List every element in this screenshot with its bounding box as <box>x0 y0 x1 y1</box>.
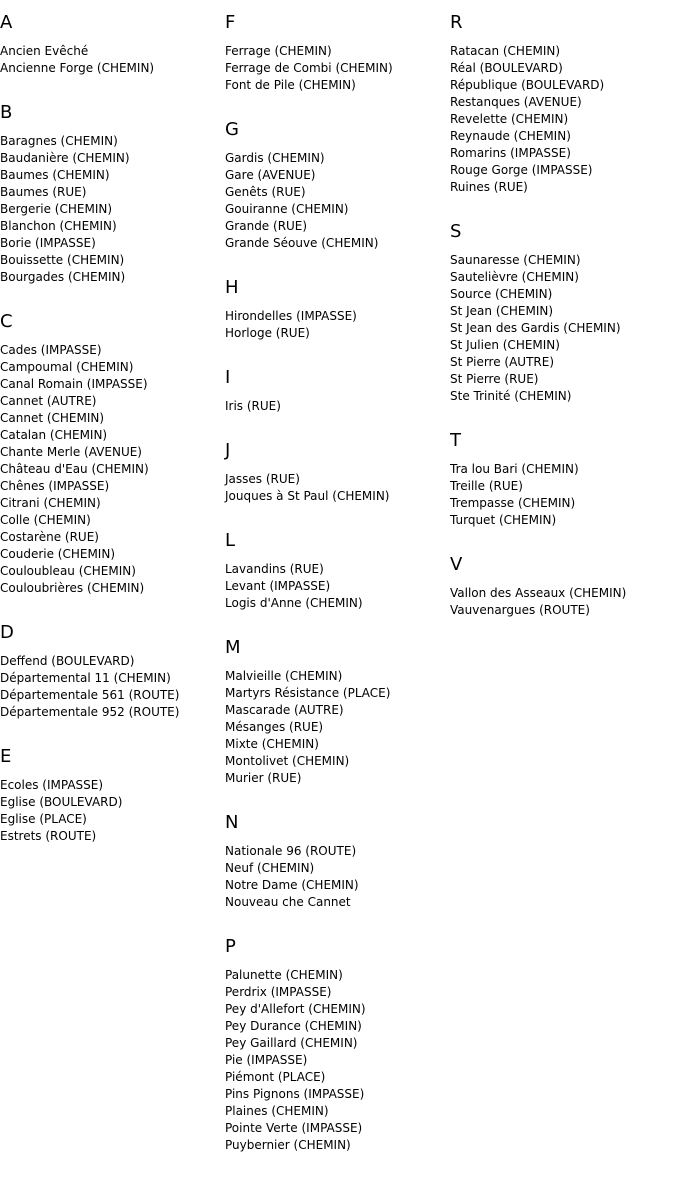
letter-heading: D <box>0 622 14 643</box>
street-name: Chante Merle (AVENUE) <box>0 445 142 459</box>
street-name: Grande Séouve (CHEMIN) <box>225 236 379 250</box>
street-name: Eglise (PLACE) <box>0 812 87 826</box>
letter-group <box>225 635 445 787</box>
street-name: Citrani (CHEMIN) <box>0 496 101 510</box>
street-name: Ruines (RUE) <box>450 180 528 194</box>
street-name: Horloge (RUE) <box>225 326 310 340</box>
street-list <box>225 967 445 1154</box>
street-list <box>450 252 675 405</box>
street-name: Chênes (IMPASSE) <box>0 479 110 493</box>
street-name: Ratacan (CHEMIN) <box>450 44 561 58</box>
letter-heading: H <box>225 277 239 298</box>
street-name: Vauvenargues (ROUTE) <box>450 603 590 617</box>
letter-group <box>225 438 445 505</box>
street-name: Ecoles (IMPASSE) <box>0 778 104 792</box>
letter-heading: I <box>225 367 231 388</box>
street-name: Borie (IMPASSE) <box>0 236 96 250</box>
letter-heading: M <box>225 637 241 658</box>
street-name: Logis d'Anne (CHEMIN) <box>225 596 363 610</box>
letter-group <box>0 309 220 597</box>
street-name: Départemental 11 (CHEMIN) <box>0 671 171 685</box>
street-name: Plaines (CHEMIN) <box>225 1104 329 1118</box>
street-name: Départementale 952 (ROUTE) <box>0 705 180 719</box>
street-name: Cades (IMPASSE) <box>0 343 102 357</box>
letter-heading: P <box>225 936 236 957</box>
street-name: Mascarade (AUTRE) <box>225 703 344 717</box>
street-name: Ferrage (CHEMIN) <box>225 44 332 58</box>
street-list <box>225 843 445 911</box>
street-name: Jouques à St Paul (CHEMIN) <box>225 489 390 503</box>
letter-group <box>0 744 220 845</box>
street-name: Pey Gaillard (CHEMIN) <box>225 1036 358 1050</box>
street-name: Restanques (AVENUE) <box>450 95 582 109</box>
street-name: Puybernier (CHEMIN) <box>225 1138 351 1152</box>
street-name: Vallon des Asseaux (CHEMIN) <box>450 586 627 600</box>
street-index-column-1 <box>0 10 220 868</box>
street-list <box>0 777 220 845</box>
letter-group <box>0 10 220 77</box>
street-name: Treille (RUE) <box>450 479 523 493</box>
street-name: Font de Pile (CHEMIN) <box>225 78 356 92</box>
street-name: Bergerie (CHEMIN) <box>0 202 113 216</box>
letter-heading: S <box>450 221 462 242</box>
street-name: Deffend (BOULEVARD) <box>0 654 135 668</box>
street-name: Costarène (RUE) <box>0 530 99 544</box>
street-list <box>225 471 445 505</box>
street-index-column-2 <box>225 10 445 1177</box>
letter-heading: F <box>225 12 236 33</box>
street-name: Baudanière (CHEMIN) <box>0 151 130 165</box>
letter-group <box>225 810 445 911</box>
street-name: Estrets (ROUTE) <box>0 829 97 843</box>
street-name: Pey d'Allefort (CHEMIN) <box>225 1002 366 1016</box>
letter-heading: B <box>0 102 13 123</box>
street-name: Château d'Eau (CHEMIN) <box>0 462 149 476</box>
street-name: Catalan (CHEMIN) <box>0 428 108 442</box>
street-list <box>0 342 220 597</box>
street-list <box>0 133 220 286</box>
street-name: Turquet (CHEMIN) <box>450 513 557 527</box>
street-name: Notre Dame (CHEMIN) <box>225 878 359 892</box>
street-list <box>225 150 445 252</box>
street-name: Bouissette (CHEMIN) <box>0 253 125 267</box>
street-name: Malvieille (CHEMIN) <box>225 669 343 683</box>
street-name: Montolivet (CHEMIN) <box>225 754 350 768</box>
street-name: Perdrix (IMPASSE) <box>225 985 332 999</box>
street-name: Rouge Gorge (IMPASSE) <box>450 163 593 177</box>
street-name: Romarins (IMPASSE) <box>450 146 571 160</box>
street-list <box>225 43 445 94</box>
street-name: Gardis (CHEMIN) <box>225 151 325 165</box>
street-list <box>0 43 220 77</box>
street-name: Départementale 561 (ROUTE) <box>0 688 180 702</box>
street-list <box>225 668 445 787</box>
street-name: St Jean des Gardis (CHEMIN) <box>450 321 621 335</box>
letter-group <box>450 428 675 529</box>
street-name: Gouiranne (CHEMIN) <box>225 202 349 216</box>
letter-group <box>450 219 675 405</box>
street-name: Reynaude (CHEMIN) <box>450 129 571 143</box>
street-name: Mésanges (RUE) <box>225 720 324 734</box>
street-list <box>225 398 445 415</box>
street-name: Nouveau che Cannet <box>225 895 351 909</box>
street-name: Pointe Verte (IMPASSE) <box>225 1121 363 1135</box>
street-name: Nationale 96 (ROUTE) <box>225 844 357 858</box>
letter-group <box>450 10 675 196</box>
street-name: Ancienne Forge (CHEMIN) <box>0 61 155 75</box>
street-name: Pins Pignons (IMPASSE) <box>225 1087 365 1101</box>
letter-group <box>225 275 445 342</box>
street-list <box>450 43 675 196</box>
street-name: St Jean (CHEMIN) <box>450 304 554 318</box>
letter-group <box>225 117 445 252</box>
street-name: Grande (RUE) <box>225 219 308 233</box>
letter-heading: V <box>450 554 463 575</box>
street-name: Sautelièvre (CHEMIN) <box>450 270 579 284</box>
street-name: Baumes (CHEMIN) <box>0 168 110 182</box>
street-name: Ancien Evêché <box>0 44 89 58</box>
street-index-column-3 <box>450 10 675 642</box>
letter-heading: N <box>225 812 239 833</box>
street-name: Iris (RUE) <box>225 399 281 413</box>
street-name: Pey Durance (CHEMIN) <box>225 1019 362 1033</box>
street-name: Palunette (CHEMIN) <box>225 968 343 982</box>
street-name: Couloubrières (CHEMIN) <box>0 581 145 595</box>
street-name: Trempasse (CHEMIN) <box>450 496 576 510</box>
street-name: Canal Romain (IMPASSE) <box>0 377 148 391</box>
street-name: Mixte (CHEMIN) <box>225 737 319 751</box>
street-name: Tra lou Bari (CHEMIN) <box>450 462 579 476</box>
street-name: République (BOULEVARD) <box>450 78 605 92</box>
street-name: Saunaresse (CHEMIN) <box>450 253 581 267</box>
letter-group <box>450 552 675 619</box>
letter-group <box>225 528 445 612</box>
street-list <box>450 585 675 619</box>
street-list <box>0 653 220 721</box>
letter-heading: R <box>450 12 463 33</box>
street-name: Ferrage de Combi (CHEMIN) <box>225 61 393 75</box>
street-name: St Pierre (AUTRE) <box>450 355 555 369</box>
street-name: Levant (IMPASSE) <box>225 579 331 593</box>
letter-group <box>225 365 445 415</box>
street-name: Campoumal (CHEMIN) <box>0 360 134 374</box>
street-name: Réal (BOULEVARD) <box>450 61 563 75</box>
street-name: Hirondelles (IMPASSE) <box>225 309 357 323</box>
street-name: Lavandins (RUE) <box>225 562 324 576</box>
street-name: St Pierre (RUE) <box>450 372 539 386</box>
letter-heading: J <box>225 440 231 461</box>
street-name: Baragnes (CHEMIN) <box>0 134 118 148</box>
street-name: Revelette (CHEMIN) <box>450 112 569 126</box>
street-name: Murier (RUE) <box>225 771 302 785</box>
street-name: Source (CHEMIN) <box>450 287 553 301</box>
street-name: Bourgades (CHEMIN) <box>0 270 126 284</box>
street-name: Baumes (RUE) <box>0 185 87 199</box>
street-list <box>225 561 445 612</box>
letter-heading: T <box>450 430 461 451</box>
street-name: Couderie (CHEMIN) <box>0 547 116 561</box>
street-name: Eglise (BOULEVARD) <box>0 795 123 809</box>
street-name: Martyrs Résistance (PLACE) <box>225 686 391 700</box>
street-name: Neuf (CHEMIN) <box>225 861 315 875</box>
street-name: Cannet (AUTRE) <box>0 394 97 408</box>
street-name: Piémont (PLACE) <box>225 1070 326 1084</box>
letter-heading: C <box>0 311 13 332</box>
street-name: Genêts (RUE) <box>225 185 306 199</box>
street-name: Cannet (CHEMIN) <box>0 411 105 425</box>
letter-group <box>225 10 445 94</box>
letter-heading: A <box>0 12 13 33</box>
street-name: St Julien (CHEMIN) <box>450 338 560 352</box>
street-list <box>450 461 675 529</box>
street-name: Colle (CHEMIN) <box>0 513 91 527</box>
letter-heading: G <box>225 119 239 140</box>
street-name: Ste Trinité (CHEMIN) <box>450 389 572 403</box>
street-name: Gare (AVENUE) <box>225 168 316 182</box>
letter-group <box>0 620 220 721</box>
street-name: Pie (IMPASSE) <box>225 1053 308 1067</box>
letter-group <box>0 100 220 286</box>
street-name: Couloubleau (CHEMIN) <box>0 564 136 578</box>
street-name: Blanchon (CHEMIN) <box>0 219 117 233</box>
street-list <box>225 308 445 342</box>
letter-heading: E <box>0 746 12 767</box>
letter-group <box>225 934 445 1154</box>
street-name: Jasses (RUE) <box>225 472 300 486</box>
letter-heading: L <box>225 530 236 551</box>
